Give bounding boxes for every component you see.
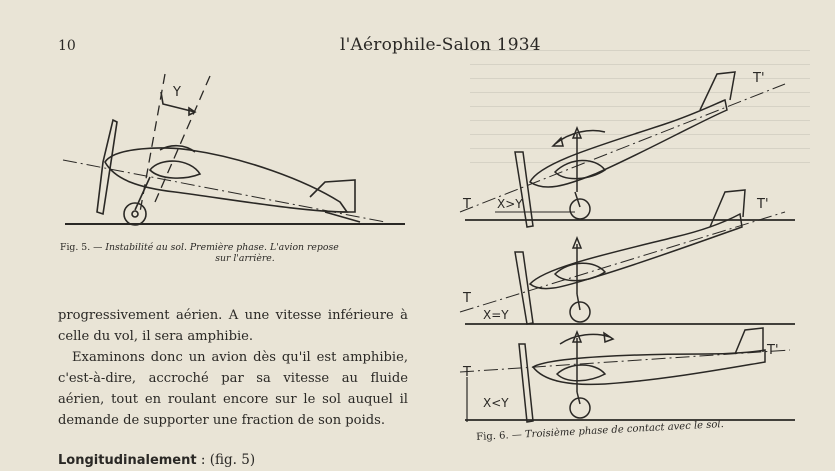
figure-5-caption-line2: sur l'arrière.	[215, 253, 275, 264]
paragraph-1: progressivement aérien. A une vitesse inférieure à celle du vol, il sera amphibie.	[58, 308, 408, 344]
wing-1-outline	[555, 160, 605, 178]
figure-6-drawing	[455, 62, 815, 432]
wing-3-outline	[557, 365, 605, 381]
tail-2-outline	[710, 190, 745, 227]
angle-label-y: Y	[173, 85, 181, 100]
wheel-icon	[124, 203, 146, 225]
wheel-hub-icon	[132, 211, 138, 217]
tail-1-outline	[700, 72, 735, 110]
tail-3-outline	[735, 328, 763, 354]
phase-1-relation: X>Y	[497, 197, 523, 211]
figure-5-caption	[60, 242, 410, 264]
phase-2-t-right: T'	[757, 197, 769, 212]
wing-outline	[150, 161, 200, 178]
subheading-bold: Longitudinalement	[58, 453, 197, 468]
page-number: 10	[58, 38, 76, 54]
phase-3-t-left: T	[463, 365, 471, 380]
phase-3-t-right: T'	[767, 343, 779, 358]
section-subheading	[58, 452, 255, 468]
fuselage-1-outline	[530, 100, 727, 187]
phase-2-t-left: T	[463, 291, 471, 306]
wing-2-outline	[555, 263, 605, 280]
tail-fin-outline	[310, 180, 355, 212]
tailskid-line	[325, 212, 360, 222]
phase-2-relation: X=Y	[483, 308, 509, 322]
thrust-axis-2	[460, 212, 785, 312]
phase-1-t-left: T	[463, 197, 471, 212]
phase-1-t-right: T'	[753, 71, 765, 86]
figure-5-drawing	[55, 62, 415, 240]
running-title: l'Aérophile-Salon 1934	[340, 35, 541, 55]
rotation-arrowhead-1-icon	[553, 138, 563, 146]
propeller-2-icon	[515, 252, 533, 324]
wheel-2-icon	[570, 302, 590, 322]
thrust-axis-1	[460, 84, 785, 212]
rotation-arrowhead-3-icon	[604, 333, 613, 342]
subheading-rest: : (fig. 5)	[196, 452, 256, 468]
rotation-arc-3	[560, 334, 610, 344]
propeller-3-icon	[519, 344, 533, 422]
paragraph-2: Examinons donc un avion dès qu'il est amphibie, c'est-à-dire, accroché par sa vitesse au fluide aérien, tout en roulant encore sur le sol auquel il demande de supporter une fraction de son poids.	[58, 350, 408, 428]
body-text	[58, 305, 408, 431]
figure-6-caption-text: Troisième phase de contact avec le sol.	[524, 419, 725, 441]
phase-3-airplane	[460, 328, 795, 422]
figure-5-caption-line1: Instabilité au sol. Première phase. L'avion repose	[105, 242, 339, 253]
wheel-1-icon	[570, 199, 590, 219]
figure-6-caption-lead: Fig. 6. —	[476, 429, 526, 443]
figure-5-caption-lead: Fig. 5. —	[60, 242, 106, 253]
phase-3-relation: X<Y	[483, 396, 509, 410]
